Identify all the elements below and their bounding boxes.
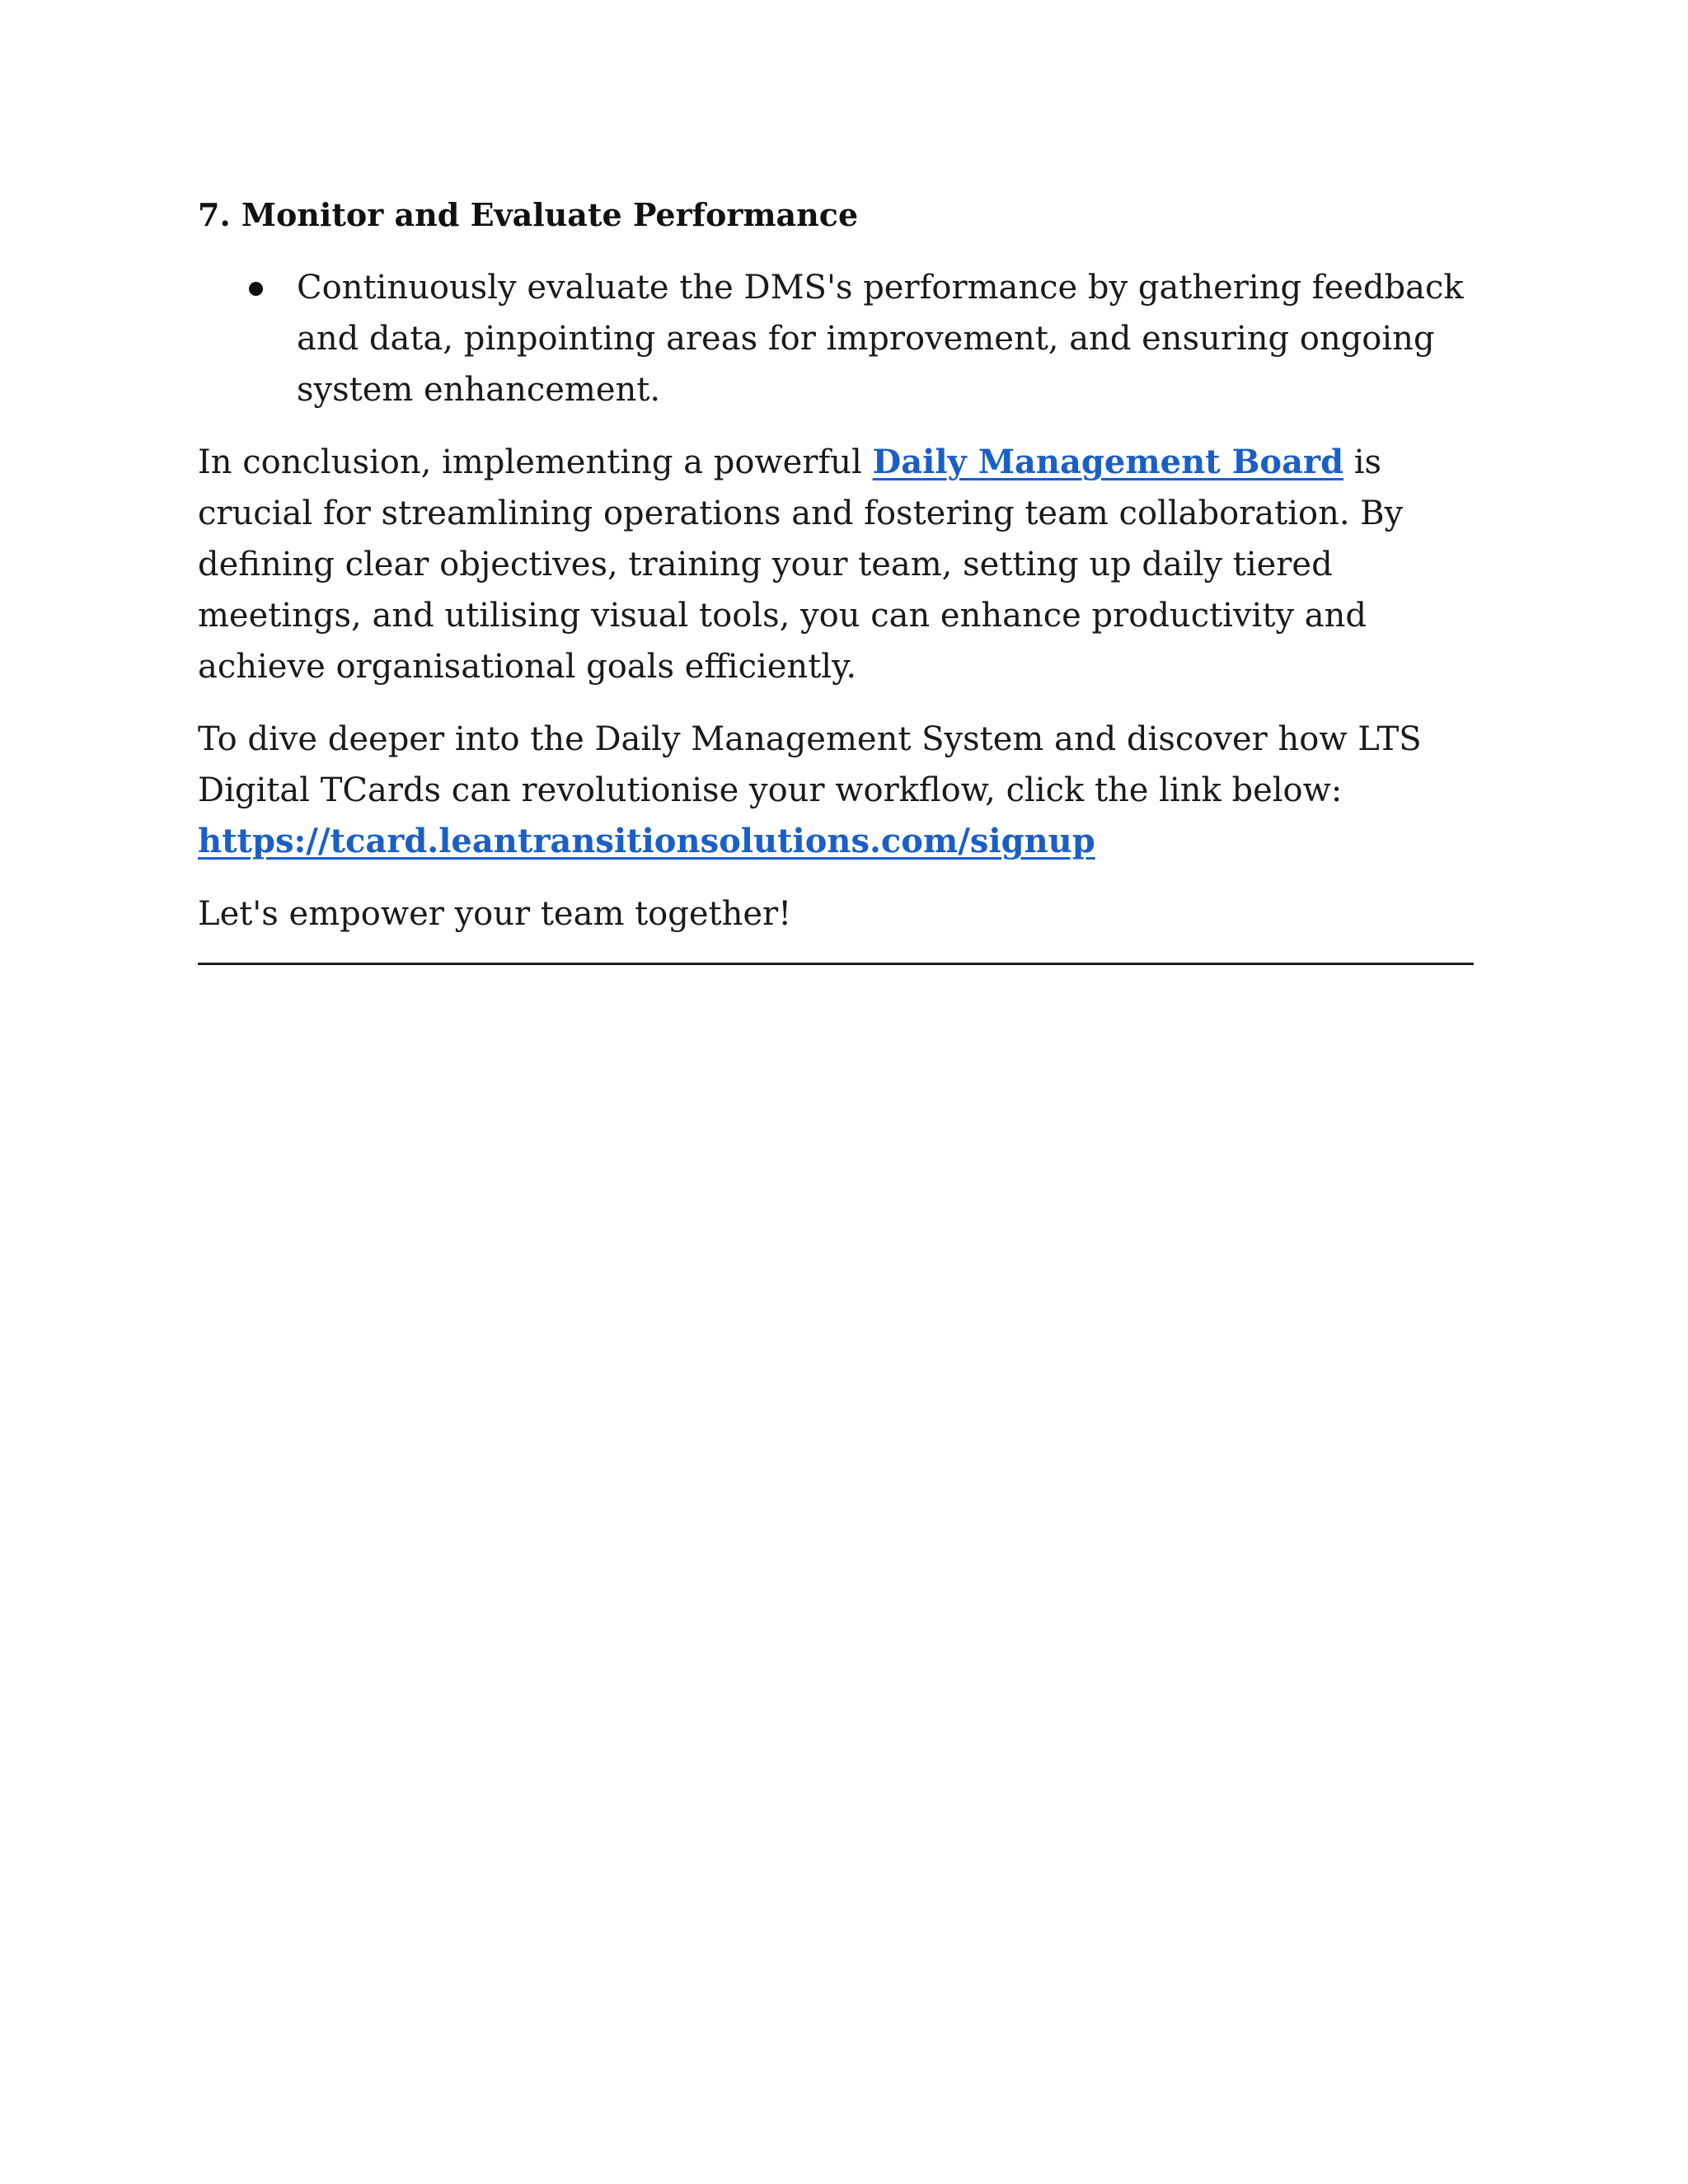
cta-paragraph [198,714,1484,867]
conclusion-text-after: is crucial for streamlining operations and fostering team collaboration. By defining clear objectives, training your team, setting up daily tiered meetings, and utilising visual tools, you can enhance productivity and achieve organisational goals efficiently. [198,443,1404,686]
list-item-text: Continuously evaluate the DMS's performance by gathering feedback and data, pinpointing areas for improvement, and ensuring ongoing system enhancement. [297,269,1464,409]
bullet-icon [249,282,263,296]
horizontal-rule [198,963,1474,965]
list-item [198,262,1484,415]
bullet-list [198,262,1484,415]
cta-text: To dive deeper into the Daily Management System and discover how LTS Digital TCards can revolutionise your workflow, click the link below: [198,720,1422,809]
conclusion-paragraph [198,437,1484,692]
signup-link[interactable]: https://tcard.leantransitionsolutions.com/signup [198,822,1095,860]
document-page [198,190,1484,965]
section-heading: 7. Monitor and Evaluate Performance [198,196,859,233]
closing-line: Let's empower your team together! [198,895,792,933]
conclusion-text-before: In conclusion, implementing a powerful [198,443,873,481]
daily-management-board-link[interactable]: Daily Management Board [872,443,1344,481]
